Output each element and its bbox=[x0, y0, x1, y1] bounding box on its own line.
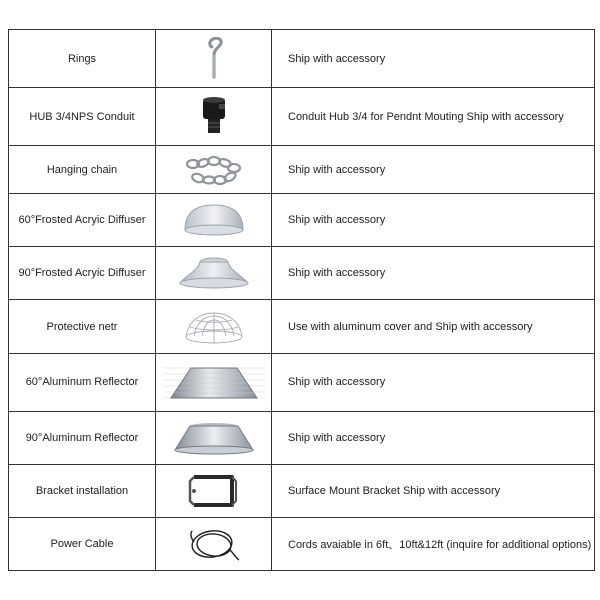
item-name: Rings bbox=[9, 30, 156, 88]
item-name: 60°Frosted Acryic Diffuser bbox=[9, 194, 156, 247]
table-row bbox=[9, 30, 595, 88]
item-name: HUB 3/4NPS Conduit bbox=[9, 88, 156, 146]
item-image bbox=[156, 146, 272, 194]
bracket-icon bbox=[184, 471, 244, 511]
flared-diffuser-icon bbox=[176, 253, 252, 293]
item-name: 60°Aluminum Reflector bbox=[9, 353, 156, 411]
item-image bbox=[156, 464, 272, 517]
chain-icon bbox=[184, 152, 244, 188]
hook-ring-icon bbox=[194, 37, 234, 81]
item-description: Cords avaiable in 6ft、10ft&12ft (inquire for additional options) bbox=[272, 517, 595, 570]
table-row bbox=[9, 194, 595, 247]
power-cable-icon bbox=[184, 524, 244, 564]
item-image bbox=[156, 517, 272, 570]
table-row bbox=[9, 146, 595, 194]
item-name: Protective netr bbox=[9, 300, 156, 353]
item-name: 90°Aluminum Reflector bbox=[9, 411, 156, 464]
item-description: Surface Mount Bracket Ship with accessory bbox=[272, 464, 595, 517]
item-image bbox=[156, 300, 272, 353]
item-image bbox=[156, 30, 272, 88]
table-row bbox=[9, 247, 595, 300]
item-description: Ship with accessory bbox=[272, 194, 595, 247]
item-name: 90°Frosted Acryic Diffuser bbox=[9, 247, 156, 300]
wire-guard-icon bbox=[182, 307, 246, 347]
item-image bbox=[156, 353, 272, 411]
table-row bbox=[9, 464, 595, 517]
item-image bbox=[156, 194, 272, 247]
item-image bbox=[156, 247, 272, 300]
item-description: Ship with accessory bbox=[272, 411, 595, 464]
accessory-table bbox=[8, 29, 595, 571]
item-name: Hanging chain bbox=[9, 146, 156, 194]
table-row bbox=[9, 517, 595, 570]
item-description: Ship with accessory bbox=[272, 146, 595, 194]
item-name: Bracket installation bbox=[9, 464, 156, 517]
conduit-hub-icon bbox=[194, 95, 234, 139]
item-description: Ship with accessory bbox=[272, 247, 595, 300]
table-row bbox=[9, 353, 595, 411]
item-description: Ship with accessory bbox=[272, 353, 595, 411]
item-description: Ship with accessory bbox=[272, 30, 595, 88]
item-description: Conduit Hub 3/4 for Pendnt Mouting Ship with accessory bbox=[272, 88, 595, 146]
table-row bbox=[9, 88, 595, 146]
item-image bbox=[156, 411, 272, 464]
reflector-60-icon bbox=[161, 360, 267, 404]
item-image bbox=[156, 88, 272, 146]
dome-diffuser-icon bbox=[179, 200, 249, 240]
reflector-90-icon bbox=[169, 418, 259, 458]
table-row bbox=[9, 411, 595, 464]
table-row bbox=[9, 300, 595, 353]
item-name: Power Cable bbox=[9, 517, 156, 570]
item-description: Use with aluminum cover and Ship with accessory bbox=[272, 300, 595, 353]
